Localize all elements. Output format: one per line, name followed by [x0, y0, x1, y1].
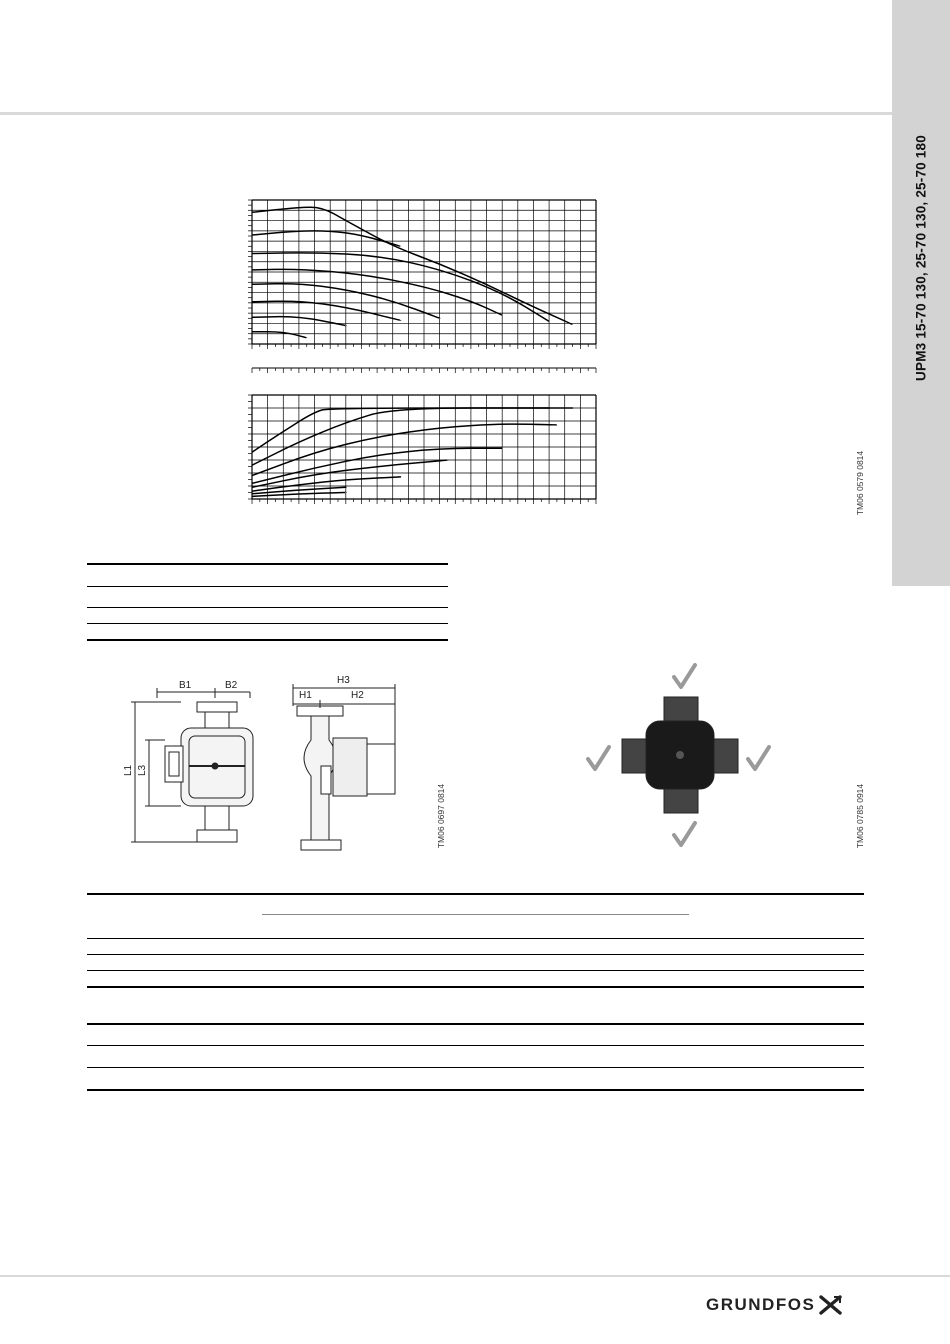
dim-label-b1: B1 [179, 680, 192, 691]
dim-label-b2: B2 [225, 680, 238, 691]
performance-curves [200, 190, 610, 520]
table-rule [87, 1089, 864, 1091]
table-rule [87, 986, 864, 988]
table-rule [87, 893, 864, 895]
dim-label-l3: L3 [137, 764, 148, 776]
table-rule [87, 970, 864, 971]
header-divider [0, 112, 892, 115]
control-box [367, 744, 395, 794]
table-rule [87, 586, 448, 587]
grundfos-x-icon [818, 1294, 844, 1316]
check-icon [674, 665, 695, 687]
series-line-power-1 [252, 408, 573, 452]
series-line-power-3 [252, 424, 557, 475]
table-rule [87, 938, 864, 939]
check-icon [674, 823, 695, 845]
motor-housing [333, 738, 367, 796]
table-rule [87, 1045, 864, 1046]
dim-label-h2: H2 [351, 690, 364, 701]
table-rule [87, 607, 448, 608]
table-rule [87, 1067, 864, 1068]
series-line-curve-8 [252, 332, 307, 338]
table-rule [87, 639, 448, 641]
dim-label-h1: H1 [299, 690, 312, 701]
side-title: UPM3 15-70 130, 25-70 130, 25-70 180 [913, 135, 929, 381]
series-line-power-2 [252, 408, 549, 465]
table-rule [87, 563, 448, 565]
series-line-curve-3 [252, 253, 549, 322]
head-chart [248, 200, 596, 349]
installation-positions [580, 655, 780, 855]
dimension-figure-code: TM06 0697 0814 [436, 783, 446, 849]
pump-flange-top [197, 702, 237, 712]
grundfos-logo [706, 1294, 844, 1316]
pump-flange-bottom [197, 830, 237, 842]
curve-figure-code: TM06 0579 0814 [855, 450, 865, 516]
dim-label-h3: H3 [337, 675, 350, 686]
check-icon [588, 747, 609, 769]
table-group-rule [262, 914, 689, 915]
table-rule [87, 1023, 864, 1025]
table-rule [87, 623, 448, 624]
check-icon [748, 747, 769, 769]
footer-divider [0, 1275, 950, 1277]
table-rule [87, 954, 864, 955]
brand-name: GRUNDFOS [706, 1295, 816, 1314]
pump-neck [205, 712, 229, 728]
power-chart [248, 395, 596, 504]
dimension-drawing [115, 668, 415, 858]
connector-right [714, 739, 738, 773]
connector-left [622, 739, 646, 773]
flow-axis [252, 368, 596, 373]
connector-box [165, 746, 183, 782]
connector-top [664, 697, 698, 721]
dim-label-l1: L1 [123, 764, 134, 776]
connector-bottom [664, 789, 698, 813]
position-figure-code: TM06 0785 0914 [855, 783, 865, 849]
